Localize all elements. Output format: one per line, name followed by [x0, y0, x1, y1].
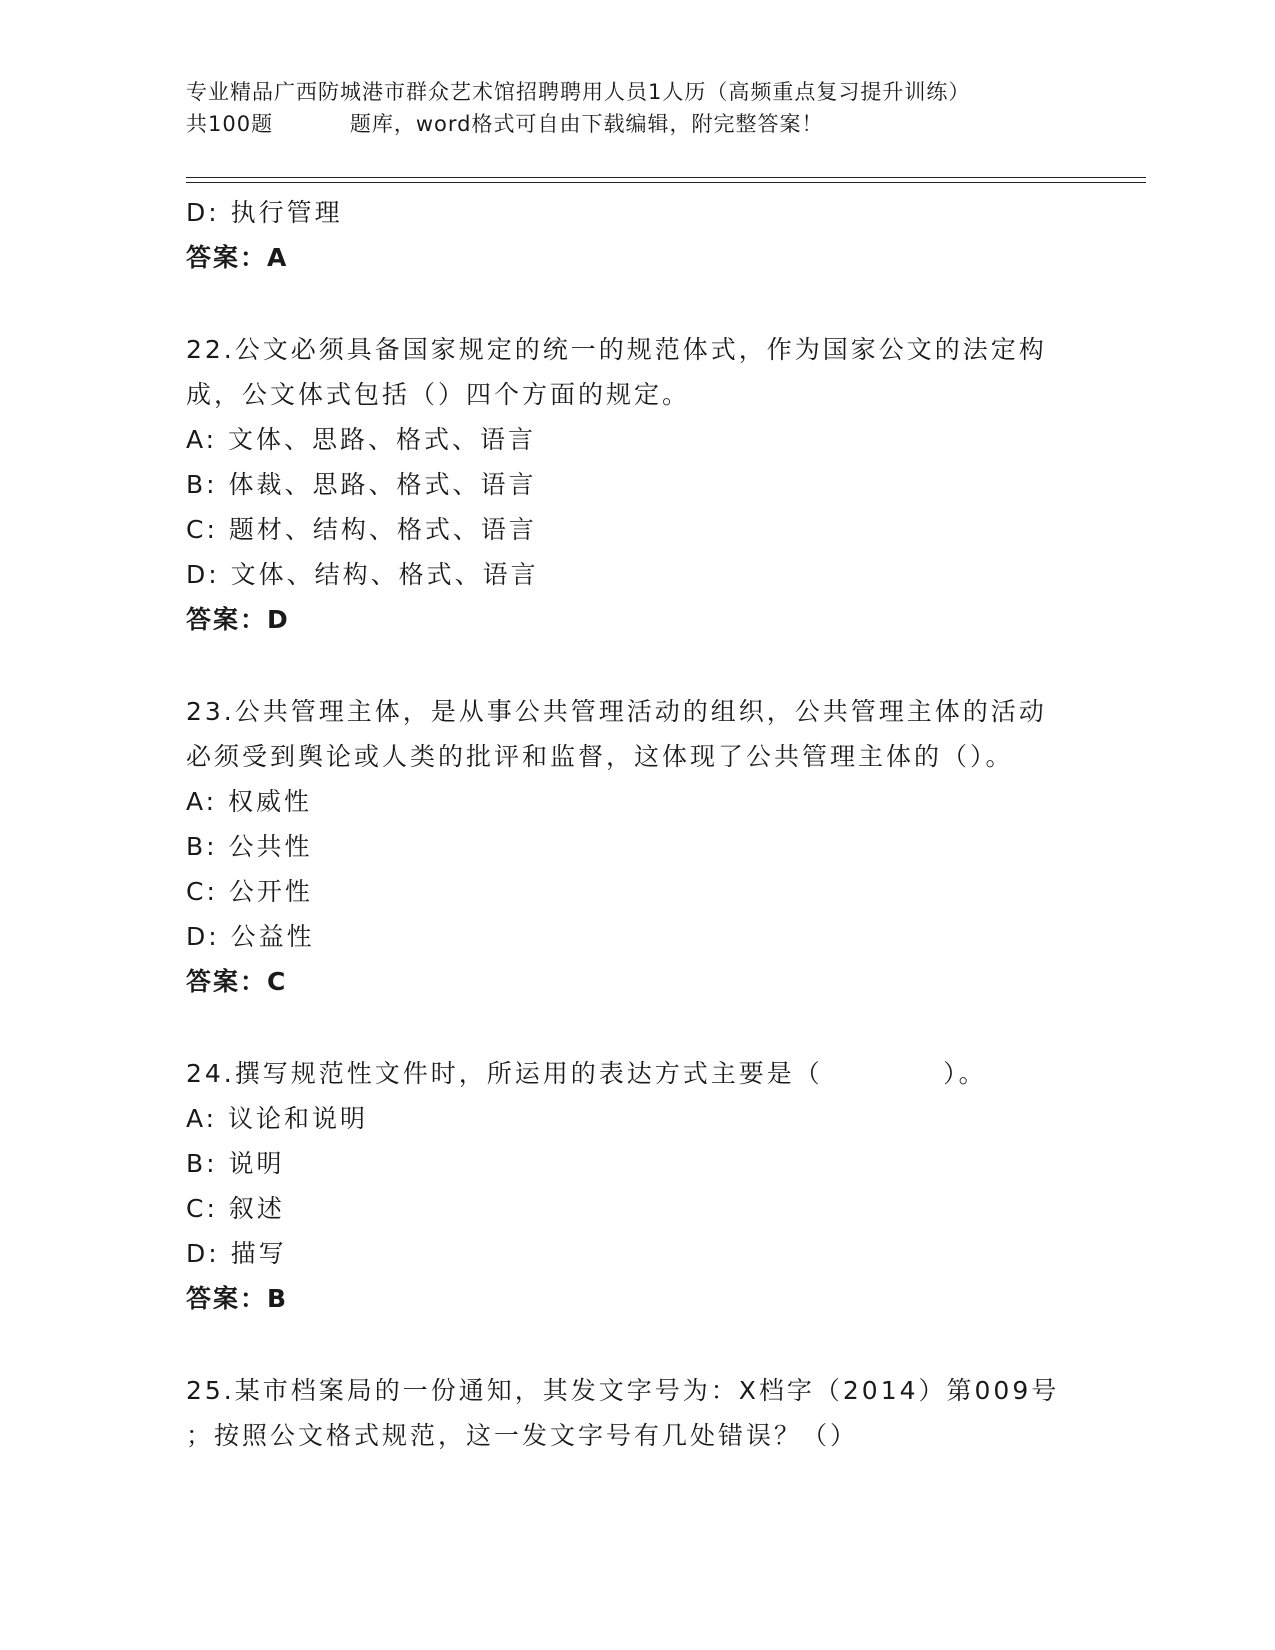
question-22 — [186, 327, 1086, 642]
question-stem-line2: 成，公文体式包括（）四个方面的规定。 — [186, 380, 691, 409]
option-c: C: 叙述 — [186, 1194, 285, 1223]
question-21-tail — [186, 190, 1086, 280]
option-a: A: 议论和说明 — [186, 1104, 369, 1133]
header-title-line1: 专业精品广西防城港市群众艺术馆招聘聘用人员1人历（高频重点复习提升训练） — [186, 80, 971, 104]
header-divider-thin — [186, 182, 1146, 183]
header-divider-thick — [186, 177, 1146, 178]
option-d: D: 文体、结构、格式、语言 — [186, 560, 539, 589]
question-23 — [186, 689, 1086, 1004]
header-title-line2: 共100题 题库，word格式可自由下载编辑，附完整答案！ — [186, 112, 824, 136]
option-a: A: 文体、思路、格式、语言 — [186, 425, 537, 454]
question-stem-line1: 22.公文必须具备国家规定的统一的规范体式，作为国家公文的法定构 — [186, 335, 1047, 364]
answer-line: 答案：D — [186, 605, 290, 634]
option-b: B: 公共性 — [186, 832, 313, 861]
option-d: D: 公益性 — [186, 922, 315, 951]
option-c: C: 题材、结构、格式、语言 — [186, 515, 537, 544]
option-b: B: 说明 — [186, 1149, 285, 1178]
answer-line: 答案：C — [186, 967, 288, 996]
option-d: D: 执行管理 — [186, 198, 343, 227]
question-stem-line1: 25.某市档案局的一份通知，其发文字号为：X档字（2014）第009号 — [186, 1376, 1060, 1405]
question-24 — [186, 1051, 1086, 1321]
option-a: A: 权威性 — [186, 787, 313, 816]
answer-line: 答案：B — [186, 1284, 289, 1313]
document-header — [186, 76, 1086, 140]
document-body — [186, 190, 1086, 1458]
question-25 — [186, 1368, 1086, 1458]
question-stem-line2: 必须受到舆论或人类的批评和监督，这体现了公共管理主体的（）。 — [186, 742, 1014, 771]
option-c: C: 公开性 — [186, 877, 313, 906]
option-b: B: 体裁、思路、格式、语言 — [186, 470, 537, 499]
answer-line: 答案：A — [186, 243, 289, 272]
question-stem-line2: ；按照公文格式规范，这一发文字号有几处错误？（） — [186, 1421, 859, 1450]
question-stem-line1: 24.撰写规范性文件时，所运用的表达方式主要是（ ）。 — [186, 1059, 987, 1088]
question-stem-line1: 23.公共管理主体，是从事公共管理活动的组织，公共管理主体的活动 — [186, 697, 1047, 726]
option-d: D: 描写 — [186, 1239, 287, 1268]
